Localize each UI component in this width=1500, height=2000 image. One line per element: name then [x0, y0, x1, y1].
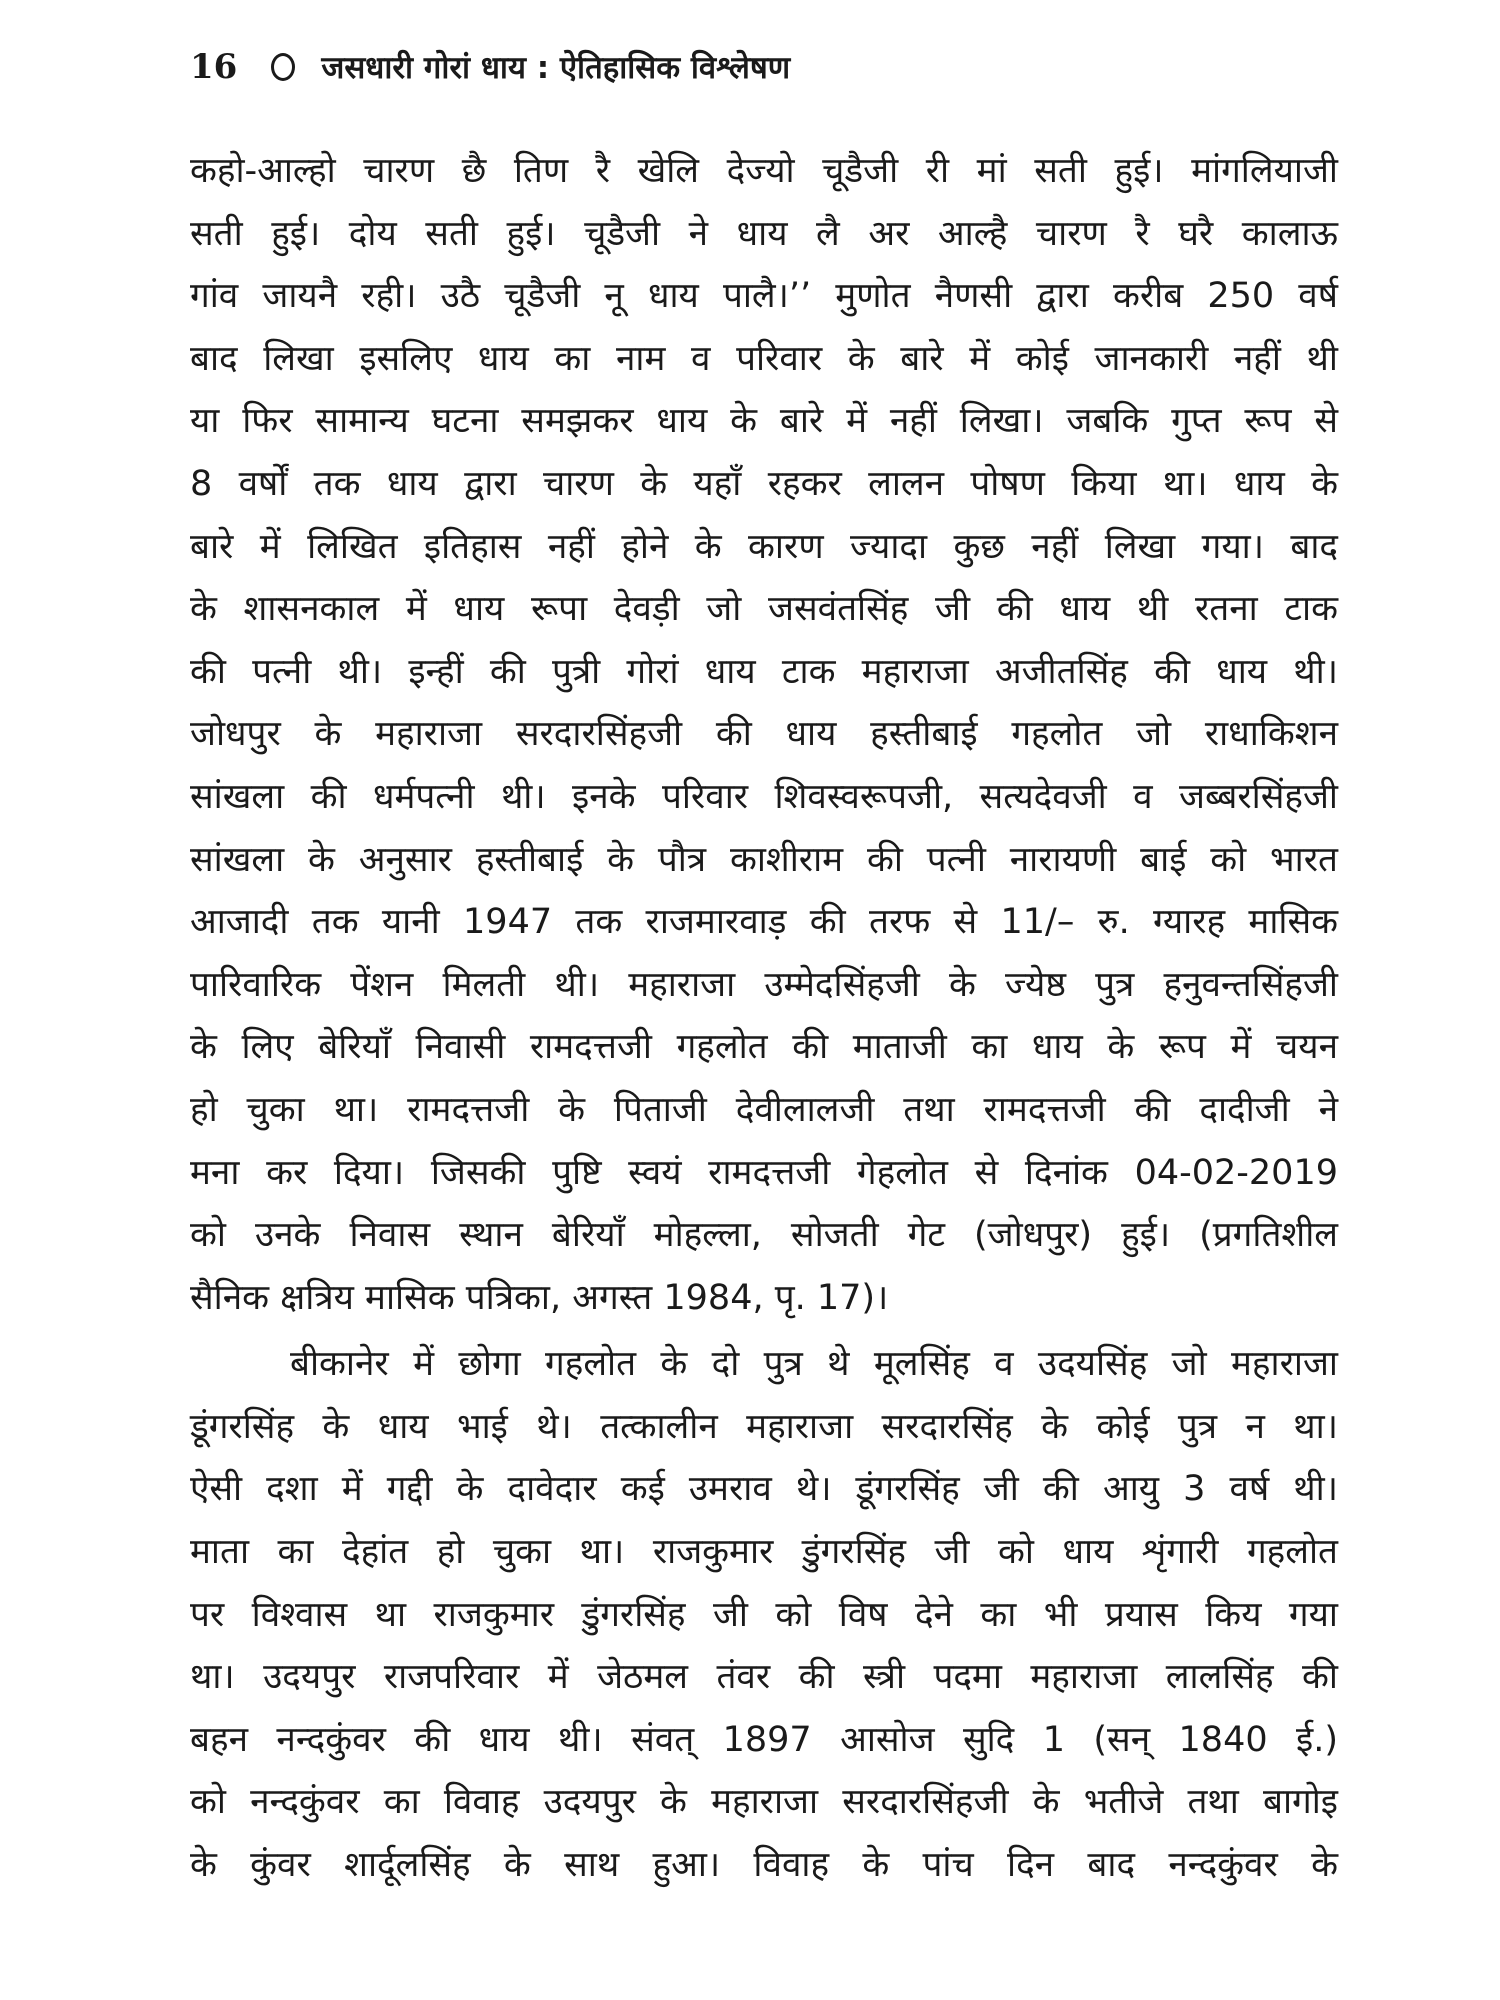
text-line: को नन्दकुंवर का विवाह उदयपुर के महाराजा सरदारसिंहजी के भतीजे तथा बागोइ: [190, 1782, 1338, 1823]
book-title: जसधारी गोरां धाय : ऐतिहासिक विश्लेषण: [321, 50, 791, 86]
text-line: पर विश्वास था राजकुमार डुंगरसिंह जी को विष देने का भी प्रयास किय गया: [190, 1594, 1338, 1635]
page-number: 16: [190, 47, 238, 87]
text-line: 8 वर्षों तक धाय द्वारा चारण के यहाँ रहकर लालन पोषण किया था। धाय के: [190, 463, 1338, 504]
text-line: सती हुई। दोय सती हुई। चूडैजी ने धाय लै अर आल्है चारण रै घरै कालाऊ: [190, 213, 1338, 254]
body-text: [190, 140, 1338, 1897]
text-line: गांव जायनै रही। उठै चूडैजी नू धाय पालै।’’ मुणोत नैणसी द्वारा करीब 250 वर्ष: [190, 276, 1338, 317]
text-line: सैनिक क्षत्रिय मासिक पत्रिका, अगस्त 1984, पृ. 17)।: [190, 1277, 889, 1318]
running-header: [190, 42, 790, 92]
text-line: के शासनकाल में धाय रूपा देवड़ी जो जसवंतसिंह जी की धाय थी रतना टाक: [190, 589, 1338, 630]
text-line: की पत्नी थी। इन्हीं की पुत्री गोरां धाय टाक महाराजा अजीतसिंह की धाय थी।: [190, 651, 1338, 692]
text-line: सांखला की धर्मपत्नी थी। इनके परिवार शिवस्वरूपजी, सत्यदेवजी व जब्बरसिंहजी: [190, 776, 1338, 817]
text-line: जोधपुर के महाराजा सरदारसिंहजी की धाय हस्तीबाई गहलोत जो राधाकिशन: [190, 714, 1338, 755]
text-line: ऐसी दशा में गद्दी के दावेदार कई उमराव थे। डूंगरसिंह जी की आयु 3 वर्ष थी।: [190, 1469, 1338, 1510]
text-line: था। उदयपुर राजपरिवार में जेठमल तंवर की स्त्री पदमा महाराजा लालसिंह की: [190, 1657, 1338, 1698]
circle-separator-icon: [271, 53, 295, 81]
text-line: बीकानेर में छोगा गहलोत के दो पुत्र थे मूलसिंह व उदयसिंह जो महाराजा: [290, 1344, 1338, 1385]
text-line: आजादी तक यानी 1947 तक राजमारवाड़ की तरफ से 11/– रु. ग्यारह मासिक: [190, 902, 1338, 943]
text-line: मना कर दिया। जिसकी पुष्टि स्वयं रामदत्तजी गेहलोत से दिनांक 04-02-2019: [190, 1152, 1338, 1193]
text-line: सांखला के अनुसार हस्तीबाई के पौत्र काशीराम की पत्नी नारायणी बाई को भारत: [190, 839, 1338, 880]
text-line: बारे में लिखित इतिहास नहीं होने के कारण ज्यादा कुछ नहीं लिखा गया। बाद: [190, 526, 1338, 567]
text-line: के लिए बेरियाँ निवासी रामदत्तजी गहलोत की माताजी का धाय के रूप में चयन: [190, 1027, 1338, 1068]
text-line: के कुंवर शार्दूलसिंह के साथ हुआ। विवाह के पांच दिन बाद नन्दकुंवर के: [190, 1845, 1338, 1886]
text-line: कहो-आल्हो चारण छै तिण रै खेलि देज्यो चूडैजी री मां सती हुई। मांगलियाजी: [190, 151, 1338, 191]
text-line: बहन नन्दकुंवर की धाय थी। संवत् 1897 आसोज सुदि 1 (सन् 1840 ई.): [190, 1719, 1338, 1760]
text-line: डूंगरसिंह के धाय भाई थे। तत्कालीन महाराजा सरदारसिंह के कोई पुत्र न था।: [190, 1406, 1338, 1447]
text-line: बाद लिखा इसलिए धाय का नाम व परिवार के बारे में कोई जानकारी नहीं थी: [190, 338, 1338, 379]
text-line: या फिर सामान्य घटना समझकर धाय के बारे में नहीं लिखा। जबकि गुप्त रूप से: [190, 401, 1338, 442]
text-line: को उनके निवास स्थान बेरियाँ मोहल्ला, सोजती गेट (जोधपुर) हुई। (प्रगतिशील: [190, 1215, 1338, 1256]
text-line: पारिवारिक पेंशन मिलती थी। महाराजा उम्मेदसिंहजी के ज्येष्ठ पुत्र हनुवन्तसिंहजी: [190, 964, 1338, 1005]
text-line: हो चुका था। रामदत्तजी के पिताजी देवीलालजी तथा रामदत्तजी की दादीजी ने: [190, 1089, 1338, 1130]
text-line: माता का देहांत हो चुका था। राजकुमार डुंगरसिंह जी को धाय शृंगारी गहलोत: [190, 1532, 1338, 1573]
